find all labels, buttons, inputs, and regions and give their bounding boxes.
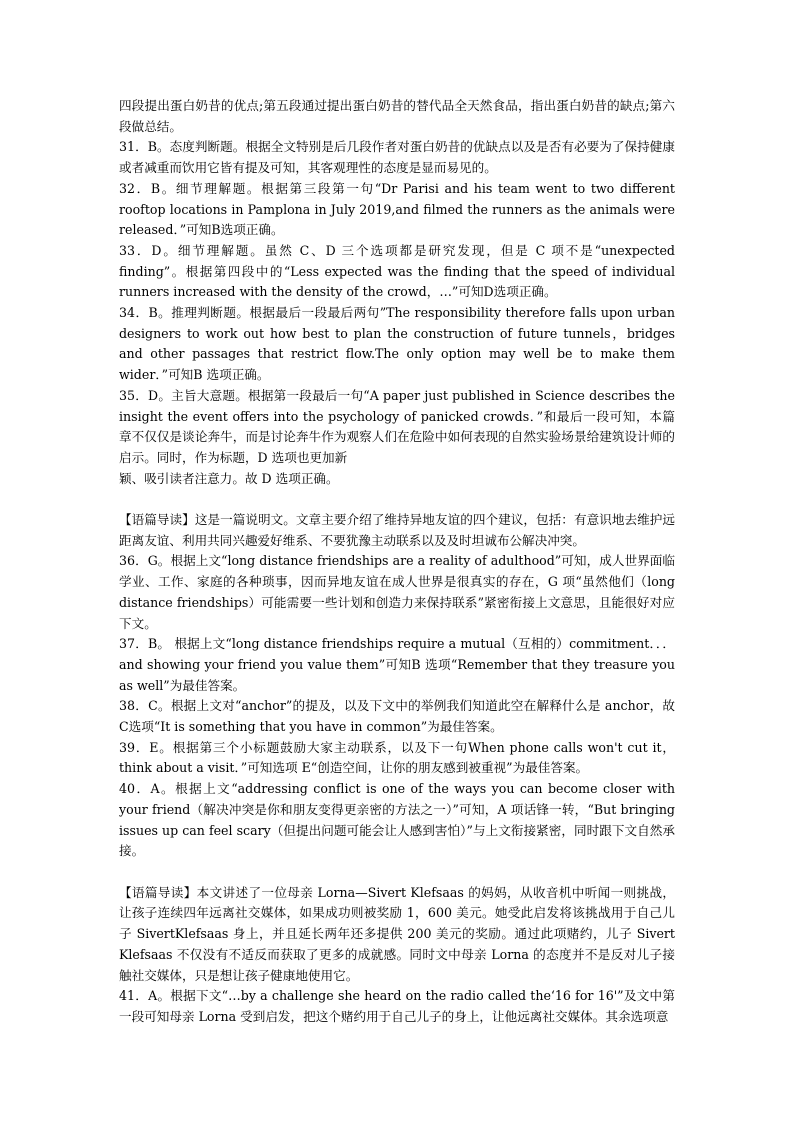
answer-39: 39．E。根据第三个小标题鼓励大家主动联系，以及下一句When phone calls won't cut it，think about a visit．”可知选项 E“创造空间，让你的朋友感到被重视”为最佳答案。 [119, 739, 675, 776]
answer-34: 34．B。推理判断题。根据最后一段最后两句”The responsibility therefore falls upon urban designers to work out how best to plan the construction of future tunnels，bridges and other passages that restrict flow.The only option may well be to make them wider．”可知B 选项正确。 [119, 305, 680, 383]
answer-key-text [119, 96, 680, 1028]
section-social-media-passage [119, 883, 680, 1028]
answer-32: 32．B。细节理解题。根据第三段第一句“Dr Parisi and his team went to two different rooftop locations in Pamplona in July 2019,and filmed the runners as the animals were released．”可知B选项正确。 [119, 180, 680, 238]
answer-38: 38．C。根据上文对“anchor”的提及，以及下文中的举例我们知道此空在解释什么是 anchor，故 C选项“It is something that you have in common”为最佳答案。 [119, 698, 680, 735]
answer-35: 35．D。主旨大意题。根据第一段最后一句“A paper just published in Science describes the insight the event offers into the psychology of panicked crowds．”和最后一段可知，本篇章不仅仅是谈论奔牛，而是讨论奔牛作为观察人们在危险中如何表现的自然实验场景给建筑设计师的启示。同时，作为标题，D 选项也更加新 [119, 387, 680, 465]
answer-36: 36．G。根据上文“long distance friendships are a reality of adulthood”可知，成人世界面临学业、工作、家庭的各种琐事，因而异地友谊在成人世界是很真实的存在，G 项“虽然他们（long distance friendships）可能需要一些计划和创造力来保持联系”紧密衔接上文意思，且能很好对应下文。 [119, 553, 680, 631]
answer-33: 33．D。细节理解题。虽然 C、D 三个选项都是研究发现，但是 C 项不是“unexpected finding”。根据第四段中的“Less expected was the finding that the speed of individual runners increased with the density of the crowd，…”可知D选项正确。 [119, 242, 680, 300]
passage-guide: 【语篇导读】这是一篇说明文。文章主要介绍了维持异地友谊的四个建议，包括：有意识地去维护远距离友谊、利用共同兴趣爱好维系、不要犹豫主动联系以及及时坦诚布公解决冲突。 [119, 512, 675, 548]
answer-35-continued: 颖、吸引读者注意力。故 D 选项正确。 [119, 470, 339, 486]
section-friendship-passage [119, 510, 680, 862]
blank-line [119, 862, 675, 883]
paragraph: 四段提出蛋白奶昔的优点;第五段通过提出蛋白奶昔的替代品全天然食品，指出蛋白奶昔的缺点;第六段做总结。 [119, 98, 675, 134]
answer-31: 31．B。态度判断题。根据全文特别是后几段作者对蛋白奶昔的优缺点以及是否有必要为了保持健康或者减重而饮用它皆有提及可知，其客观理性的态度是显而易见的。 [119, 139, 675, 176]
answer-37: 37．B。 根据上文“long distance friendships require a mutual（互相的）commitment．．．and showing your friend you value them”可知B 选项“Remember that they treasure you as well”为最佳答案。 [119, 636, 680, 693]
passage-guide: 【语篇导读】本文讲述了一位母亲 Lorna—Sivert Klefsaas 的妈妈，从收音机中听闻一则挑战，让孩子连续四年远离社交媒体，如果成功则被奖励 1，600 美元。她受此启发将该挑战用于自己儿子 SivertKlefsaas 身上，并且延长两年还多提供 200 美元的奖励。通过此项赌约，儿子 Sivert Klefsaas 不仅没有不适反而获取了更多的成就感。同时文中母亲 Lorna 的态度并不是反对儿子接触社交媒体，只是想让孩子健康地使用它。 [119, 884, 680, 983]
answer-41: 41．A。根据下文“…by a challenge she heard on the radio called the‘16 for 16'”及文中第一段可知母亲 Lorna 受到启发，把这个赌约用于自己儿子的身上，让他远离社交媒体。其余选项意 [119, 988, 675, 1024]
section-passage-analysis [119, 96, 680, 489]
blank-line [119, 489, 675, 510]
answer-40: 40．A。根据上文“addressing conflict is one of the ways you can become closer with your friend（解决冲突是你和朋友变得更亲密的方法之一）”可知，A 项话锋一转，“But bringing issues up can feel scary（但提出问题可能会让人感到害怕）”与上文衔接紧密，同时跟下文自然承接。 [119, 781, 680, 859]
